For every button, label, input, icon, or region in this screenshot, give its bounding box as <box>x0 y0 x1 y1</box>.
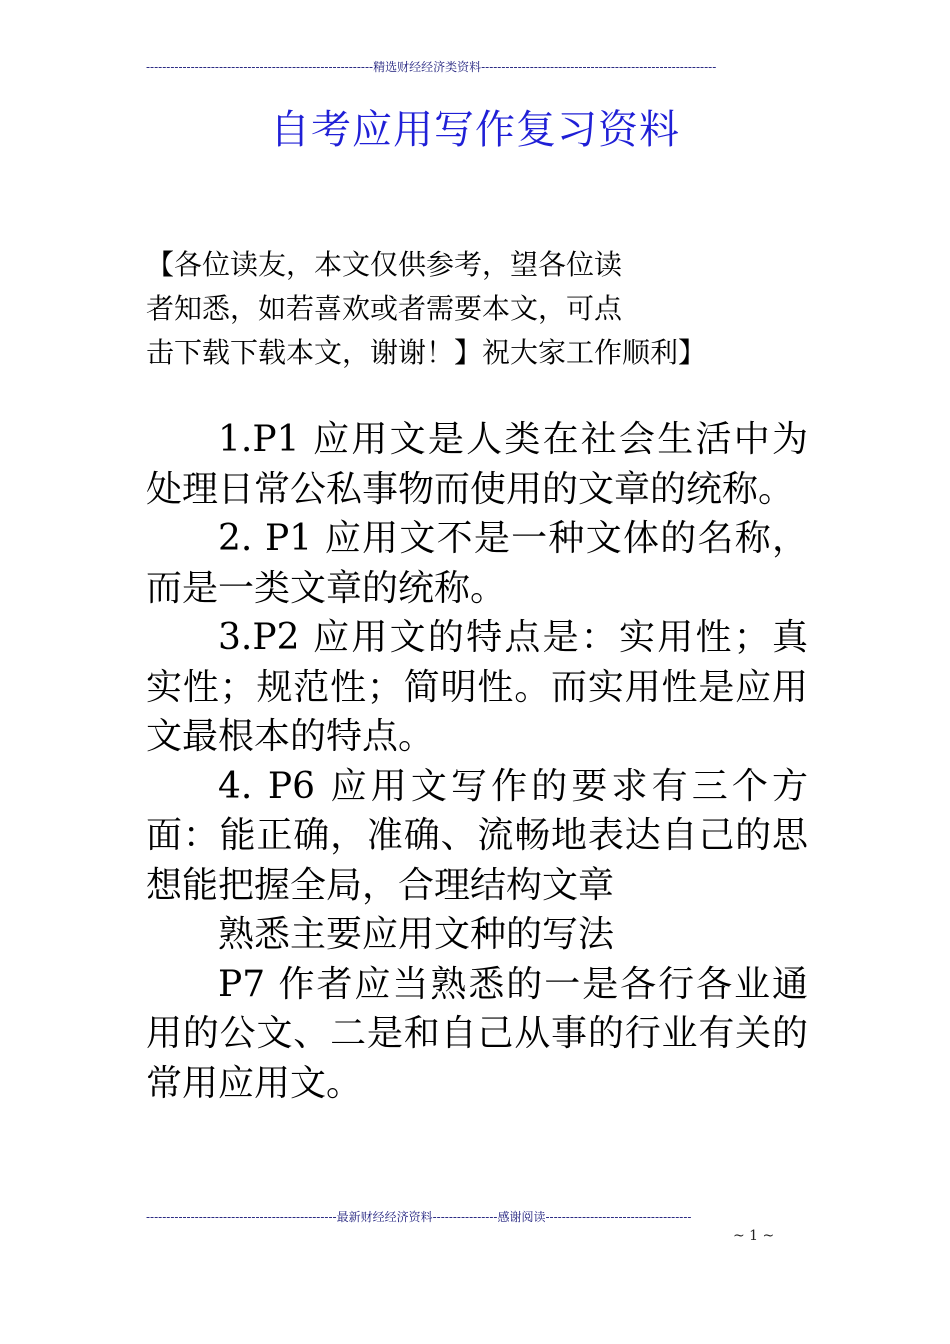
footer-label-a: 最新财经经济资料 <box>336 1210 433 1224</box>
footer-rule <box>146 1208 786 1225</box>
paragraph-6: P7 作者应当熟悉的一是各行各业通用的公文、二是和自己从事的行业有关的常用应用文。 <box>146 963 808 1104</box>
footer-dashes-c: ------------------------------------ <box>545 1210 692 1224</box>
paragraph-5: 熟悉主要应用文种的写法 <box>218 914 615 955</box>
header-dashes-left: -------------------------------------------------------- <box>146 60 374 74</box>
footer-label-b: 感谢阅读 <box>497 1210 546 1224</box>
header-dashes-right: ---------------------------------------------------------- <box>481 60 717 74</box>
paragraph-2: 2. P1 应用文不是一种文体的名称，而是一类文章的统称。 <box>146 518 808 609</box>
notice-line-1: 【各位读友，本文仅供参考，望各位读 <box>146 248 623 281</box>
paragraph-3: 3.P2 应用文的特点是：实用性；真实性；规范性；简明性。而实用性是应用文最根本的特点。 <box>146 617 808 757</box>
header-label: 精选财经经济类资料 <box>373 60 482 74</box>
reader-notice <box>146 243 786 375</box>
page-number: ~ 1 ~ <box>733 1228 775 1244</box>
footer-dashes-b: ---------------- <box>432 1210 498 1224</box>
document-title: 自考应用写作复习资料 <box>270 107 680 153</box>
body-text <box>146 415 808 1108</box>
paragraph-1: 1.P1 应用文是人类在社会生活中为处理日常公私事物而使用的文章的统称。 <box>146 419 808 510</box>
header-rule <box>146 58 758 75</box>
notice-line-2: 者知悉，如若喜欢或者需要本文，可点 <box>146 292 623 325</box>
footer-dashes-a: ----------------------------------------------- <box>146 1210 337 1224</box>
notice-line-3: 击下载下载本文，谢谢！】祝大家工作顺利】 <box>146 336 707 369</box>
paragraph-4: 4. P6 应用文写作的要求有三个方面：能正确，准确、流畅地表达自己的思想能把握全局，合理结构文章 <box>146 765 808 906</box>
